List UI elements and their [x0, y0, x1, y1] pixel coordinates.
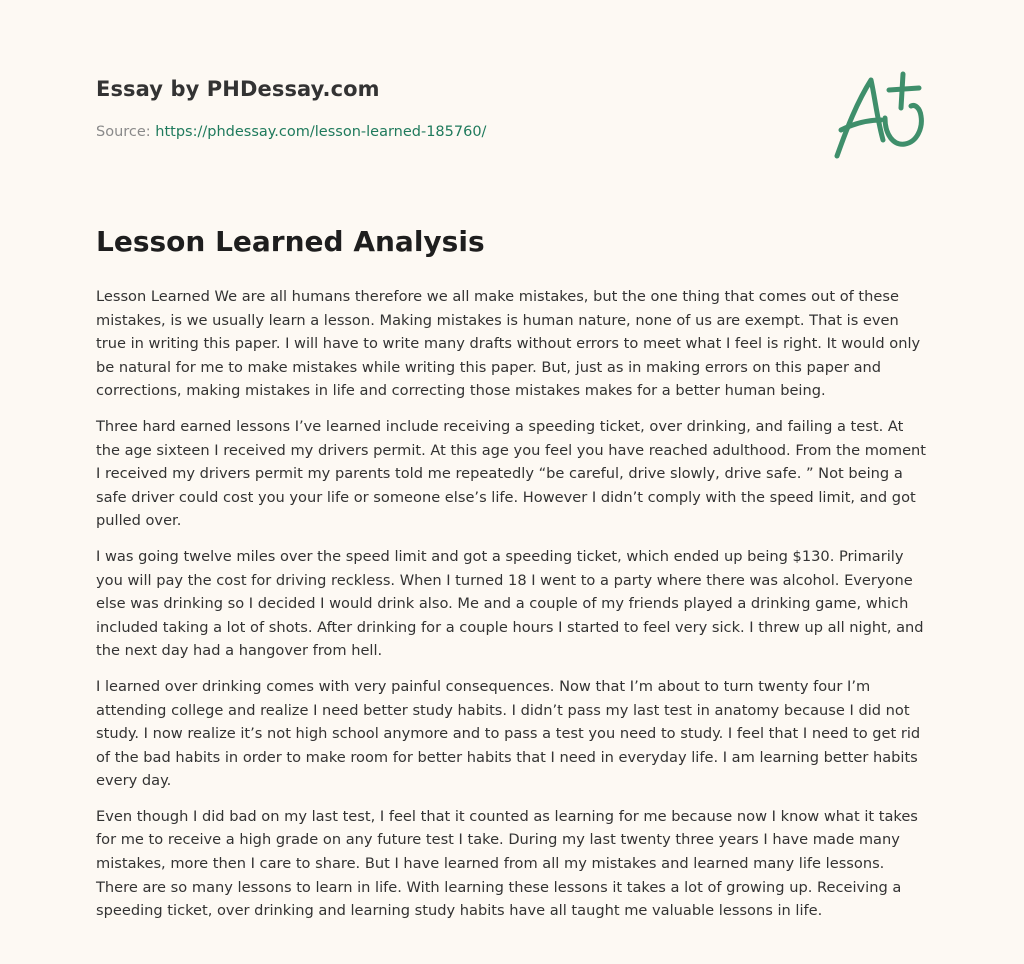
essay-body — [96, 285, 930, 935]
a-plus-grade-icon — [831, 68, 931, 164]
essay-paragraph: Lesson Learned We are all humans therefore we all make mistakes, but the one thing that comes out of these mistakes, is we usually learn a lesson. Making mistakes is human nature, none of us are exempt. That is even true in writing this paper. I will have to write many drafts without errors to meet what I feel is right. It would only be natural for me to make mistakes while writing this paper. But, just as in making errors on this paper and corrections, making mistakes in life and correcting those mistakes makes for a better human being. — [96, 288, 921, 400]
essay-paragraph: I learned over drinking comes with very painful consequences. Now that I’m about to turn twenty four I’m attending college and realize I need better study habits. I didn’t pass my last test in anatomy because I did not study. I now realize it’s not high school anymore and to pass a test you need to study. I feel that I need to get rid of the bad habits in order to make room for better habits that I need in everyday life. I am learning better habits every day. — [96, 677, 921, 790]
source-label: Source: — [96, 124, 156, 140]
brand-title: Essay by PHDessay.com — [96, 77, 380, 101]
source-line — [96, 124, 486, 140]
page-header — [96, 0, 928, 200]
page-title: Lesson Learned Analysis — [96, 225, 485, 258]
source-link[interactable]: https://phdessay.com/lesson-learned-185760/ — [155, 124, 487, 140]
essay-paragraph: Even though I did bad on my last test, I feel that it counted as learning for me because now I know what it takes for me to receive a high grade on any future test I take. During my last twenty three years I have made many mistakes, more then I care to share. But I have learned from all my mistakes and learned many life lessons. There are so many lessons to learn in life. With learning these lessons it takes a lot of growing up. Receiving a speeding ticket, over drinking and learning study habits have all taught me valuable lessons in life. — [96, 807, 918, 920]
essay-paragraph: I was going twelve miles over the speed limit and got a speeding ticket, which ended up being $130. Primarily you will pay the cost for driving reckless. When I turned 18 I went to a party where there was alcohol. Everyone else was drinking so I decided I would drink also. Me and a couple of my friends played a drinking game, which included taking a lot of shots. After drinking for a couple hours I started to feel very sick. I threw up all night, and the next day had a hangover from hell. — [96, 547, 924, 660]
essay-paragraph: Three hard earned lessons I’ve learned include receiving a speeding ticket, over drinking, and failing a test. At the age sixteen I received my drivers permit. At this age you feel you have reached adulthood. From the moment I received my drivers permit my parents told me repeatedly “be careful, drive slowly, drive safe. ” Not being a safe driver could cost you your life or someone else’s life. However I didn’t comply with the speed limit, and got pulled over. — [96, 417, 927, 530]
